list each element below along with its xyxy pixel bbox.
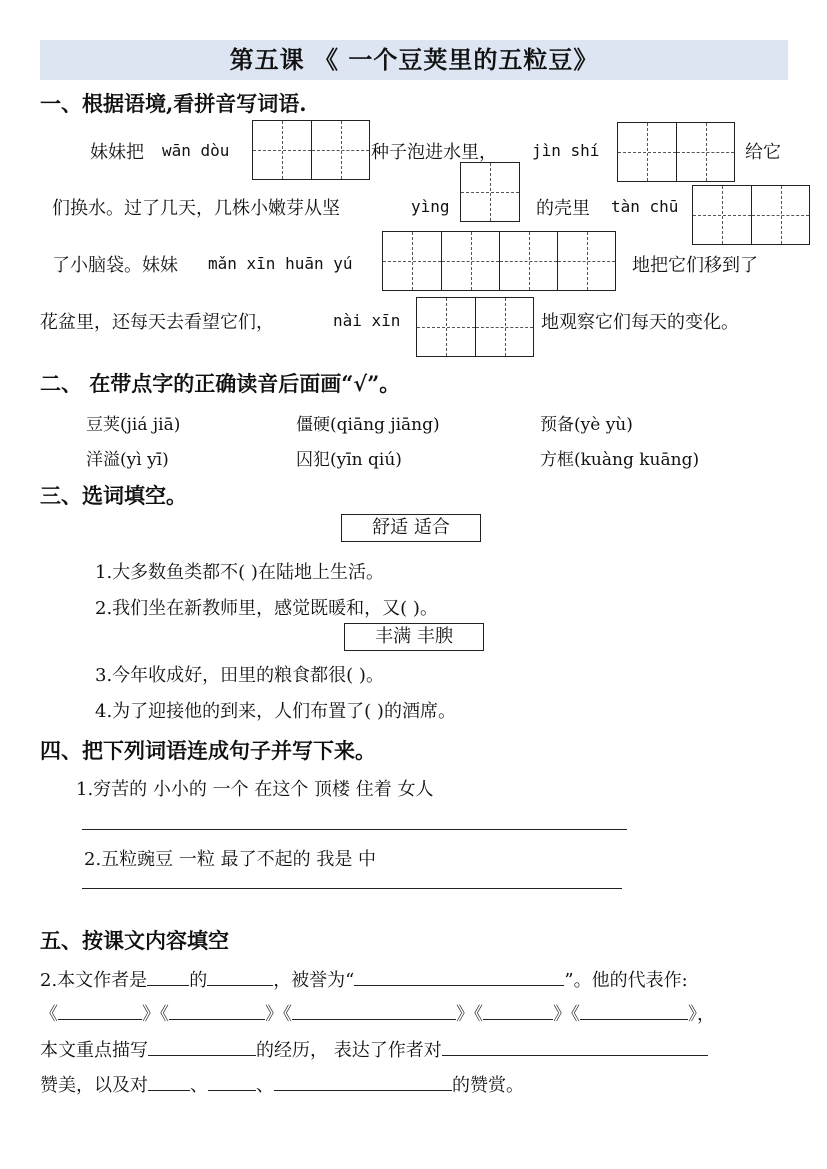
answer-line-1[interactable]: [82, 828, 627, 830]
s1-text-1a: 妹妹把: [90, 142, 144, 163]
open-quote-5: 《: [571, 1004, 580, 1025]
blank-work-4[interactable]: [483, 999, 553, 1020]
open-quote-2: 《: [160, 1004, 169, 1025]
fill-line-4: [40, 1070, 524, 1097]
word-choice-box-2: 丰满 丰腴: [344, 623, 484, 651]
answer-grid-tanchu[interactable]: [692, 185, 810, 245]
blank-work-3[interactable]: [292, 999, 456, 1020]
answer-grid-manxin[interactable]: [382, 231, 616, 291]
blank-author-name[interactable]: [207, 965, 273, 986]
section-3-heading: 三、选词填空。: [40, 483, 187, 508]
fill-text-works: ”。他的代表作:: [564, 970, 688, 991]
sentence-words-2: 2.五粒豌豆 一粒 最了不起的 我是 中: [84, 849, 377, 870]
pinyin-choice-6[interactable]: 方框(kuàng kuāng): [540, 450, 700, 470]
s1-text-1c: 给它: [745, 142, 781, 163]
s1-text-3a: 了小脑袋。妹妹: [52, 255, 178, 276]
s1-text-1b: 种子泡进水里，: [371, 142, 497, 163]
fill-text-appreciate: 的赞赏。: [452, 1075, 524, 1096]
answer-grid-ying[interactable]: [460, 162, 520, 222]
blank-work-2[interactable]: [169, 999, 265, 1020]
fill-text-of: 的: [189, 970, 208, 991]
blank-country[interactable]: [147, 965, 189, 986]
section-2-heading: 二、 在带点字的正确读音后面画“√”。: [40, 371, 401, 396]
s1-text-4a: 花盆里，还每天去看望它们，: [40, 312, 274, 333]
blank-quality-2[interactable]: [208, 1070, 256, 1091]
fill-question-4[interactable]: 4.为了迎接他的到来，人们布置了( )的酒席。: [95, 701, 456, 722]
close-quote-2: 》: [265, 1004, 283, 1025]
section-5-heading: 五、按课文内容填空: [40, 928, 229, 953]
s1-pinyin-tanchu: tàn chū: [611, 197, 679, 216]
s1-text-2b: 的壳里: [536, 198, 590, 219]
s1-pinyin-naixin: nài xīn: [333, 311, 401, 330]
answer-grid-naixin[interactable]: [416, 297, 534, 357]
answer-grid-jinshi[interactable]: [617, 122, 735, 182]
open-quote-3: 《: [283, 1004, 292, 1025]
fill-text-express: 的经历， 表达了作者对: [256, 1040, 442, 1061]
s1-pinyin-ying: yìng: [411, 197, 450, 216]
dun-1: 、: [190, 1075, 208, 1096]
page-title: 第五课 《 一个豆荚里的五粒豆》: [229, 45, 599, 74]
fill-text-praise: 赞美，以及对: [40, 1075, 148, 1096]
fill-text-author: 2.本文作者是: [40, 970, 148, 991]
fill-text-describe: 本文重点描写: [40, 1040, 148, 1061]
fill-question-1[interactable]: 1.大多数鱼类都不( )在陆地上生活。: [95, 562, 384, 583]
pinyin-choice-2[interactable]: 僵硬(qiāng jiāng): [296, 415, 440, 435]
pinyin-choice-4[interactable]: 洋溢(yì yī): [86, 450, 169, 470]
fill-question-3[interactable]: 3.今年收成好，田里的粮食都很( )。: [95, 665, 384, 686]
open-quote-4: 《: [474, 1004, 483, 1025]
dun-2: 、: [256, 1075, 274, 1096]
word-choice-box-1: 舒适 适合: [341, 514, 481, 542]
blank-work-5[interactable]: [580, 999, 688, 1020]
blank-experience[interactable]: [148, 1035, 256, 1056]
close-quote-5: 》: [688, 1004, 697, 1025]
blank-quality-1[interactable]: [148, 1070, 190, 1091]
blank-quality-3[interactable]: [274, 1070, 452, 1091]
fill-text-praised: ，被誉为“: [273, 970, 355, 991]
s1-text-2a: 们换水。过了几天，几株小嫩芽从坚: [52, 198, 340, 219]
fill-question-2[interactable]: 2.我们坐在新教师里，感觉既暖和，又( )。: [95, 598, 438, 619]
answer-line-2[interactable]: [82, 887, 622, 889]
blank-work-1[interactable]: [58, 999, 142, 1020]
section-4-heading: 四、把下列词语连成句子并写下来。: [40, 738, 376, 763]
answer-grid-wandou[interactable]: [252, 120, 370, 180]
comma: ，: [697, 1004, 715, 1025]
blank-title[interactable]: [354, 965, 564, 986]
fill-line-2: [40, 999, 715, 1026]
close-quote-4: 》: [553, 1004, 571, 1025]
close-quote-1: 》: [142, 1004, 160, 1025]
s1-text-3b: 地把它们移到了: [632, 255, 758, 276]
fill-line-3: [40, 1035, 708, 1062]
pinyin-choice-3[interactable]: 预备(yè yù): [540, 415, 633, 435]
pinyin-choice-1[interactable]: 豆荚(jiá jiā): [86, 415, 181, 435]
sentence-words-1: 1.穷苦的 小小的 一个 在这个 顶楼 住着 女人: [76, 779, 434, 800]
s1-pinyin-jinshi: jìn shí: [532, 141, 600, 160]
blank-praise-object[interactable]: [442, 1035, 708, 1056]
s1-text-4b: 地观察它们每天的变化。: [541, 312, 739, 333]
title-bar: [40, 40, 788, 80]
s1-pinyin-wandou: wān dòu: [162, 141, 230, 160]
pinyin-choice-5[interactable]: 囚犯(yīn qiú): [296, 450, 402, 470]
close-quote-3: 》: [456, 1004, 474, 1025]
fill-line-1: [40, 965, 688, 992]
s1-pinyin-manxin: mǎn xīn huān yú: [208, 254, 353, 273]
open-quote-1: 《: [40, 1004, 58, 1025]
section-1-heading: 一、根据语境,看拼音写词语.: [40, 91, 307, 116]
